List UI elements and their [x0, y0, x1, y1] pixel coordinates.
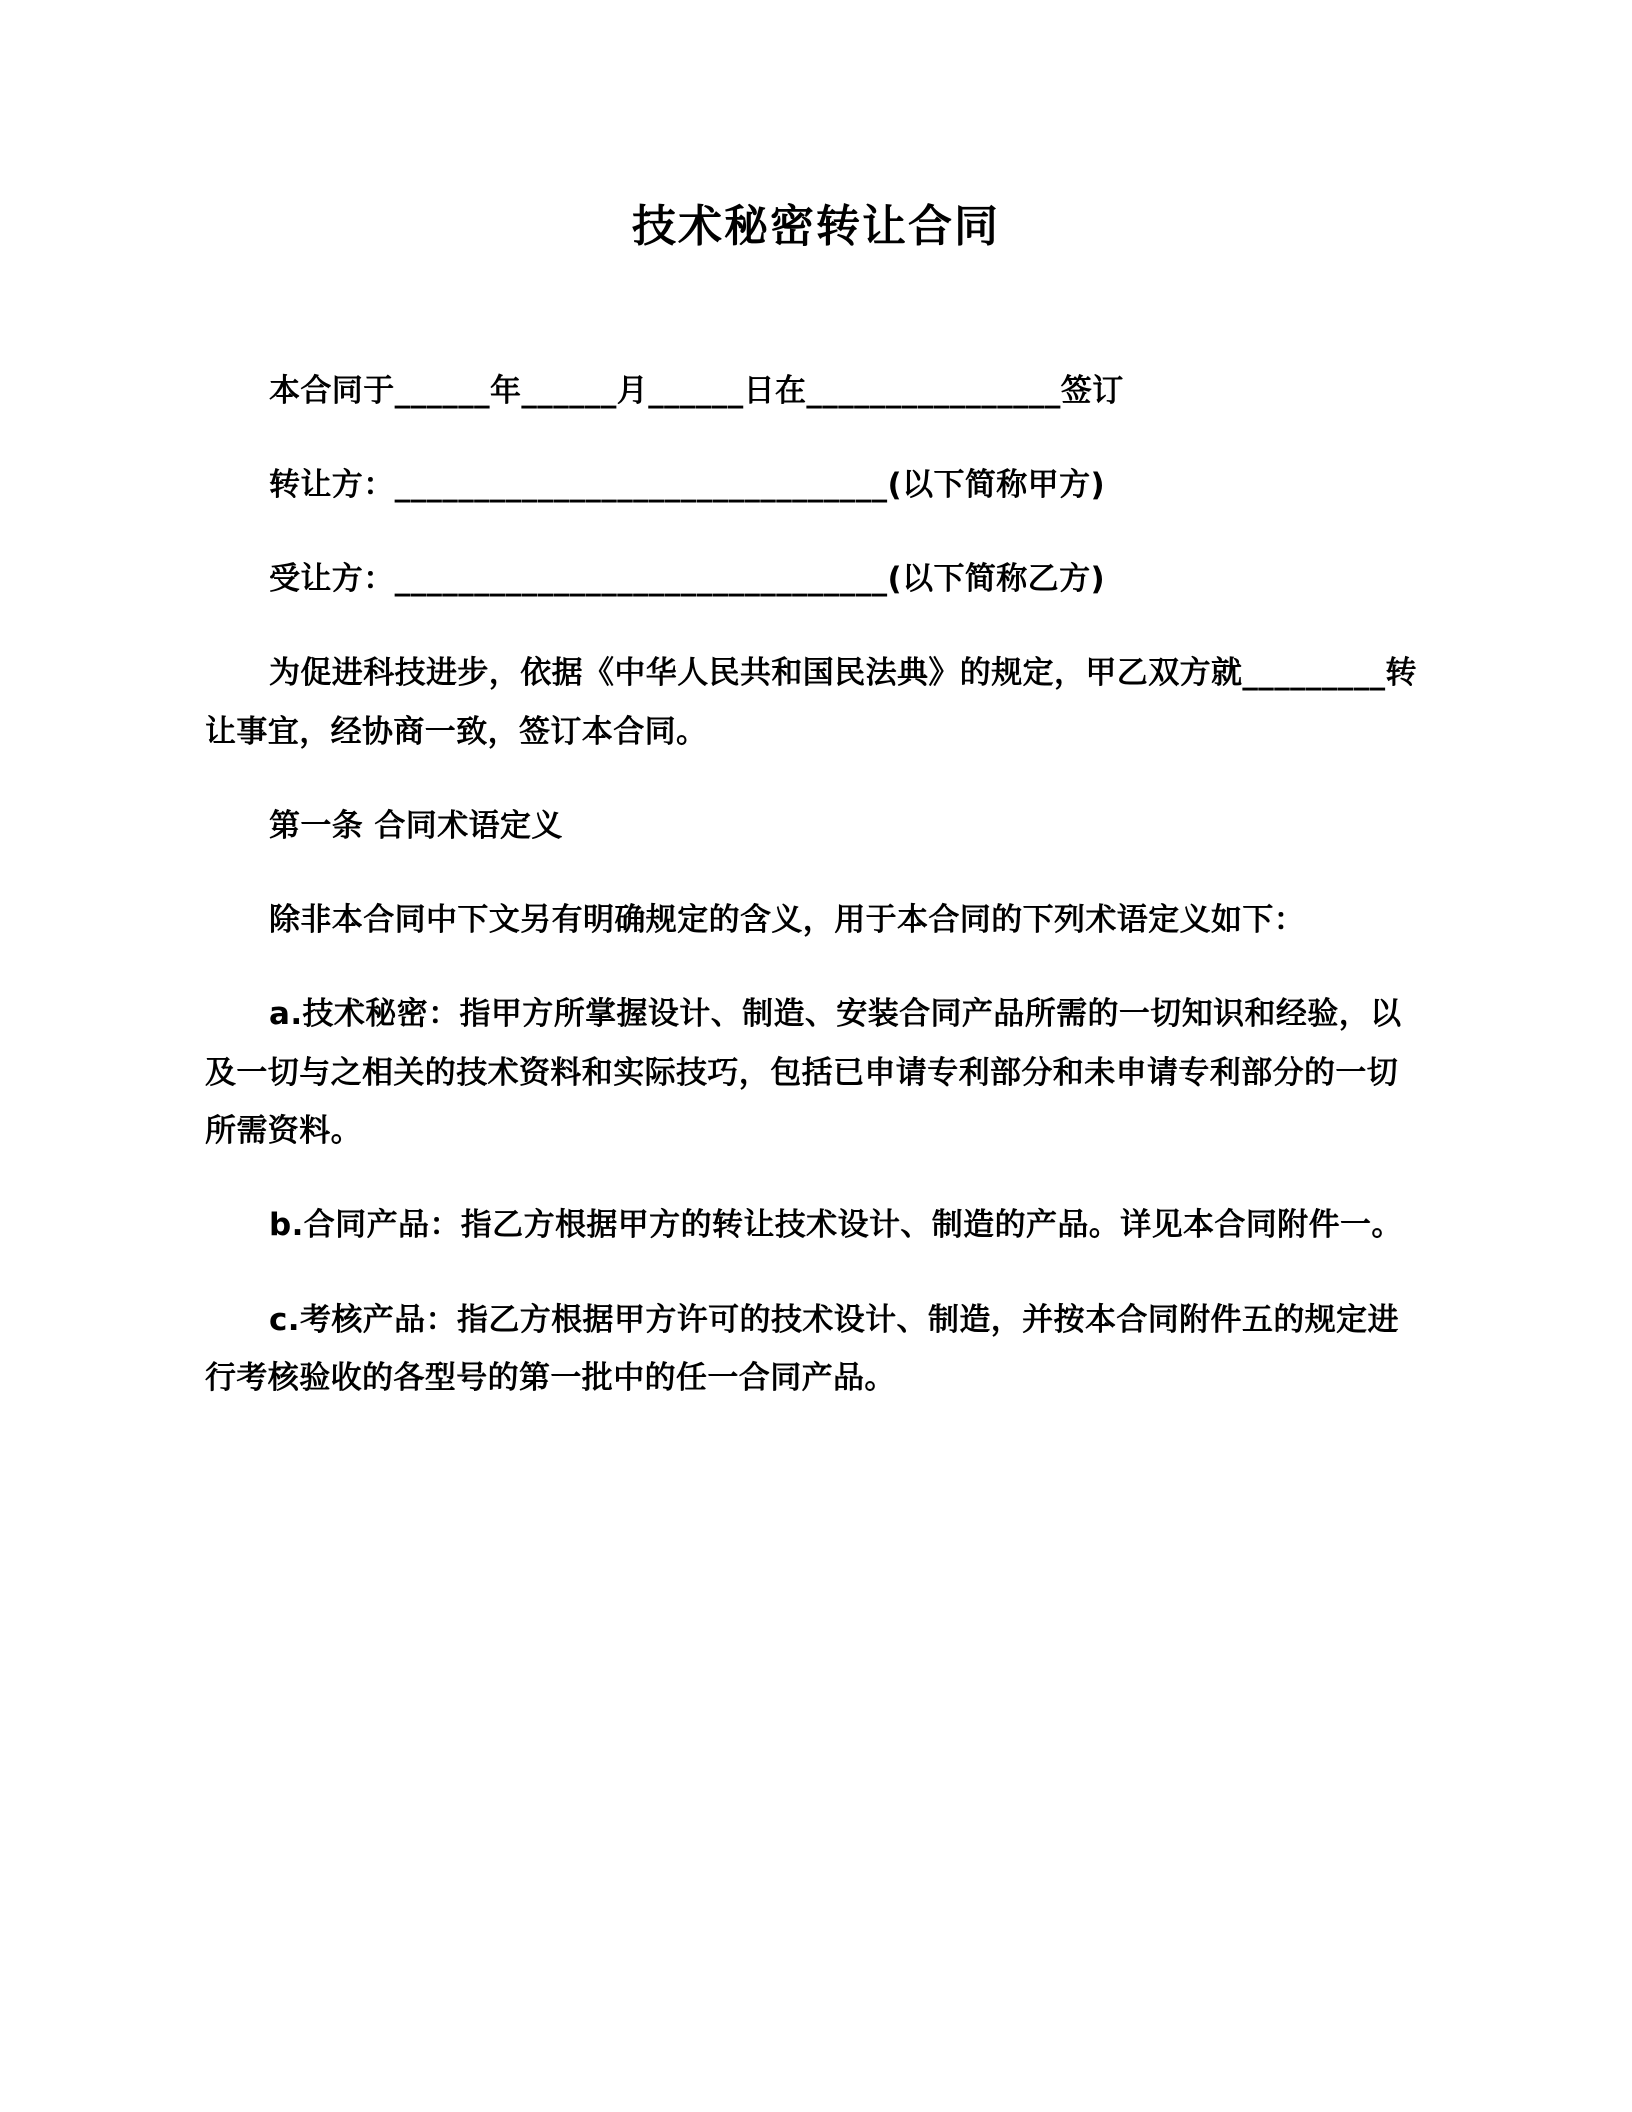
- paragraph-preamble: 为促进科技进步，依据《中华人民共和国民法典》的规定，甲乙双方就_________转让事宜，经协商一致，签订本合同。: [205, 655, 1417, 750]
- page-title: 技术秘密转让合同: [632, 201, 1000, 252]
- paragraph-signing-date: 本合同于______年______月______日在________________签订: [269, 372, 1124, 409]
- paragraph-definitions-intro: 除非本合同中下文另有明确规定的含义，用于本合同的下列术语定义如下：: [269, 902, 1306, 939]
- paragraph-definition-a: a.技术秘密：指甲方所掌握设计、制造、安装合同产品所需的一切知识和经验，以及一切与之相关的技术资料和实际技巧，包括已申请专利部分和未申请专利部分的一切所需资料。: [205, 996, 1402, 1149]
- paragraph-transferor: 转让方：_______________________________(以下简称甲方): [269, 466, 1106, 503]
- paragraph-definition-c: c.考核产品：指乙方根据甲方许可的技术设计、制造，并按本合同附件五的规定进行考核验收的各型号的第一批中的任一合同产品。: [205, 1301, 1399, 1396]
- paragraph-definition-b: b.合同产品：指乙方根据甲方的转让技术设计、制造的产品。详见本合同附件一。: [269, 1207, 1403, 1244]
- document-body: [205, 362, 1427, 1407]
- paragraph-article-1-heading: 第一条 合同术语定义: [269, 807, 563, 844]
- paragraph-transferee: 受让方：_______________________________(以下简称乙方): [269, 561, 1106, 598]
